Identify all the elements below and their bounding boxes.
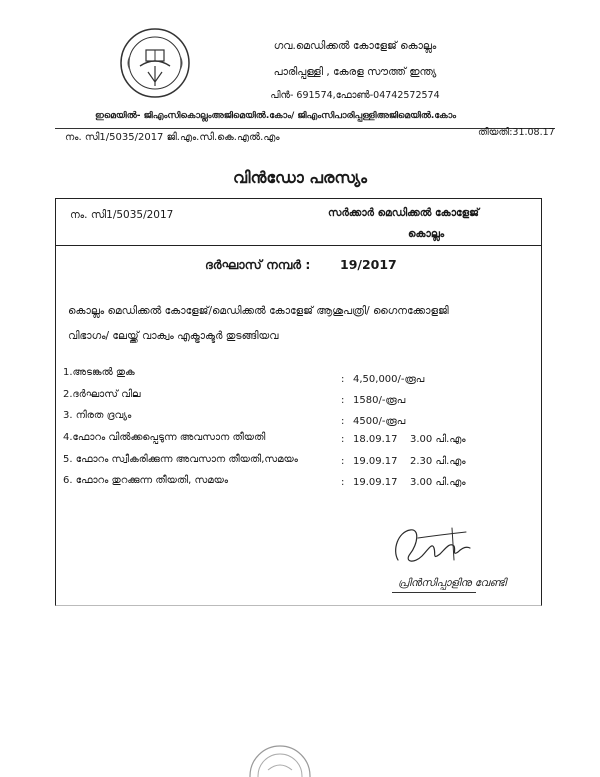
row-label: 3. നിരത ദ്രവ്യം [63,410,132,421]
row-label: 6. ഫോറം തുറക്കുന്ന തീയതി, സമയം [63,475,229,486]
college-emblem-icon [118,26,192,100]
row-time: 3.00 പി.എം [410,477,466,488]
row-time: 3.00 പി.എം [410,434,466,445]
email-line: ഇമെയിൽ- ജിഎംസികൊല്ലംഅജിമെയിൽ.കോം/ ജിഎംസിപാരിപ്പള്ളിഅജിമെയിൽ.കോം [95,111,457,121]
handwritten-signature [388,520,478,572]
row-value: 19.09.17 [353,477,398,488]
tender-description-line2: വിഭാഗം/ ലേയ്ക്ക് വാക്വം എക്ട്രാക്ടർ തുടങ്ങിയവ [68,330,279,342]
pin-phone: പിൻ- 691574,ഫോൺ-04742572574 [270,90,440,101]
row-separator: : [341,456,345,467]
row-separator: : [341,374,345,385]
signatory-on-behalf: പ്രിൻസിപ്പാളിനു വേണ്ടി [398,577,507,589]
row-label: 2.ദർഘാസ് വില [63,389,141,400]
address-box-reference: നം. സി1/5035/2017 [70,209,174,221]
row-separator: : [341,477,345,488]
row-label: 4.ഫോറം വിൽക്കപ്പെടുന്ന അവസാന തീയതി [63,432,266,443]
address-box-recipient-line2: കൊല്ലം [408,228,445,240]
row-label: 1.അടങ്കൽ തുക [63,367,135,378]
tender-number: 19/2017 [340,257,397,272]
row-value: 1580/-രൂപ [353,395,406,406]
row-value: 4,50,000/-രൂപ [353,374,425,385]
row-value: 18.09.17 [353,434,398,445]
row-label: 5. ഫോറം സ്വീകരിക്കുന്ന അവസാന തീയതി,സമയം [63,454,298,465]
signature-underline [392,592,476,593]
row-separator: : [341,416,345,427]
page-title: വിൻഡോ പരസ്യം [232,168,368,187]
college-name: ഗവ.മെഡിക്കൽ കോളേജ് കൊല്ലം [273,40,437,52]
address-box-recipient-line1: സർക്കാർ മെഡിക്കൽ കോളേജ് [328,207,479,219]
office-seal-icon [246,740,314,777]
row-value: 19.09.17 [353,456,398,467]
document-date: തീയതി:31.08.17 [478,127,555,138]
reference-number: നം. സി1/5035/2017 ജി.എം.സി.കെ.എൽ.എം [65,132,280,143]
row-separator: : [341,434,345,445]
row-time: 2.30 പി.എം [410,456,466,467]
tender-description-line1: കൊല്ലം മെഡിക്കൽ കോളേജ്/മെഡിക്കൽ കോളേജ് ആശുപത്രി/ ഗൈനക്കോളജി [68,305,449,317]
tender-number-label: ദർഘാസ് നമ്പർ : [205,257,311,272]
row-separator: : [341,395,345,406]
address-box [55,198,542,246]
college-address: പാരിപ്പള്ളി , കേരള സൗത്ത് ഇന്ത്യ [273,66,437,78]
row-value: 4500/-രൂപ [353,416,406,427]
